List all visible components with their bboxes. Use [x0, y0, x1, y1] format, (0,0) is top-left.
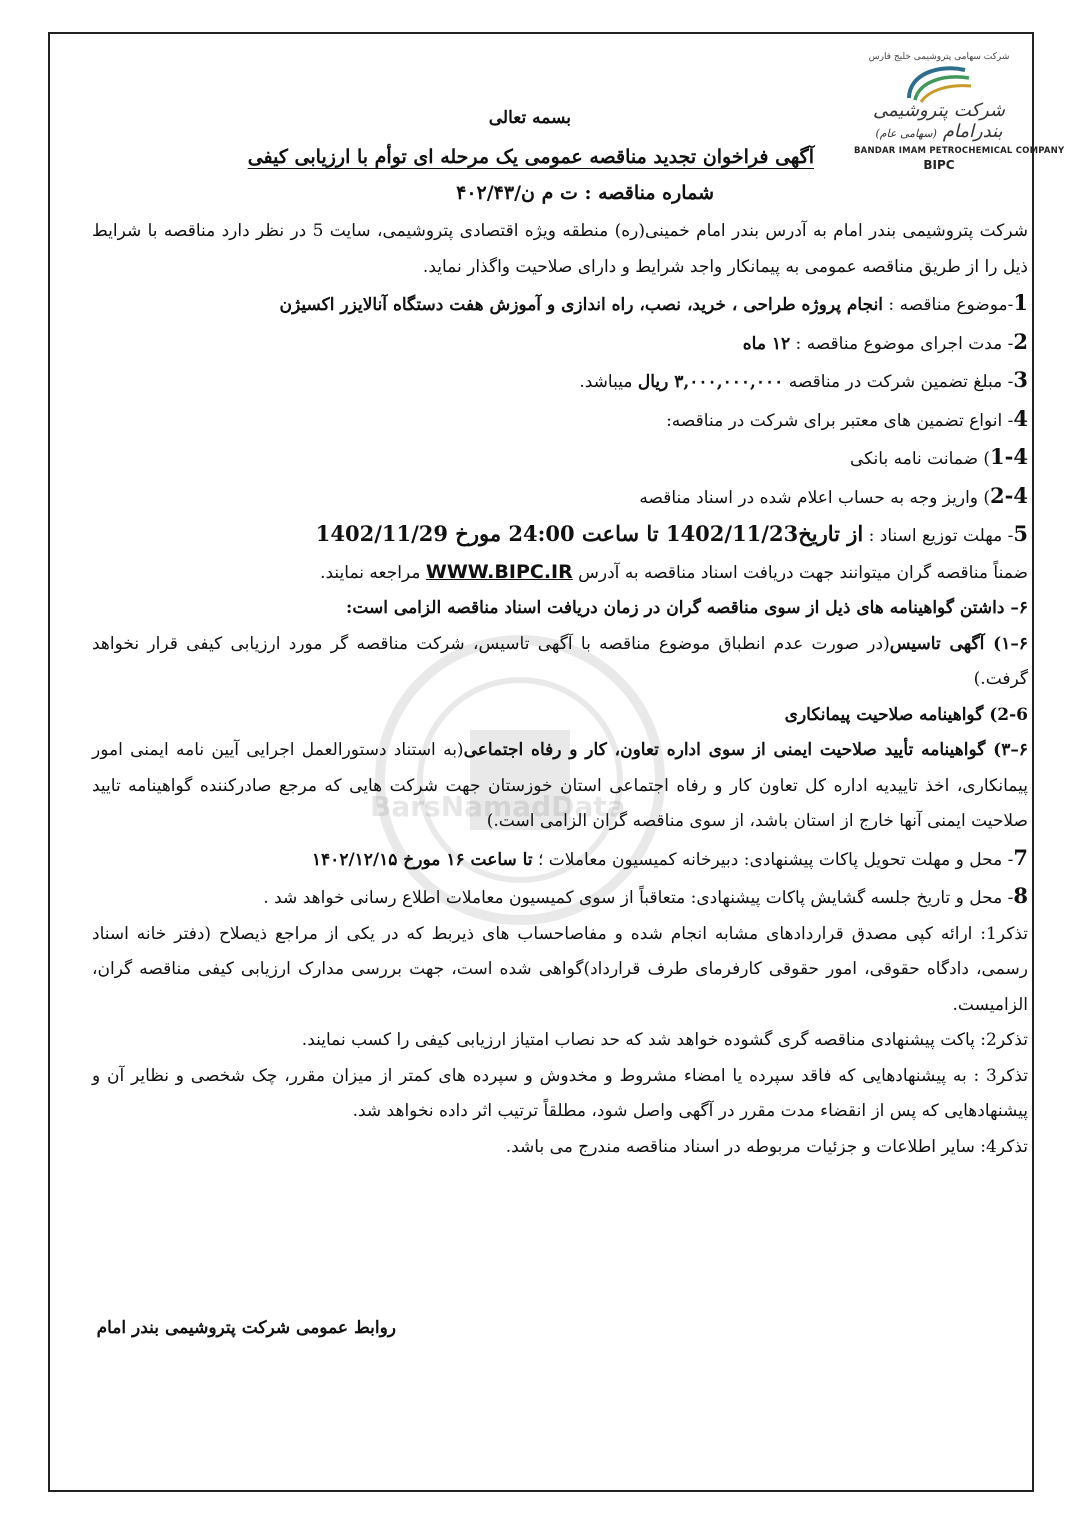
item-3: 3- مبلغ تضمین شرکت در مناقصه ۳,۰۰۰,۰۰۰,۰۰۰ ریال میباشد. [579, 367, 1028, 392]
item-7: 7- محل و مهلت تحویل پاکات پیشنهادی: دبیرخانه کمیسیون معاملات ؛ تا ساعت ۱۶ مورخ ۱۴۰۲/۱۲/۱۵ [311, 844, 1028, 870]
item-2: 2- مدت اجرای موضوع مناقصه : ۱۲ ماه [742, 328, 1028, 354]
item-6-3: ۶–۳) گواهینامه تأیید صلاحیت ایمنی از سوی اداره تعاون، کار و رفاه اجتماعی(به استناد دستورالعمل اجرایی آیین نامه ایمنی امور پیمانکاری، اخذ تاییدیه اداره کل تعاون کار و رفاه اجتماعی استان خوزستان جهت شرکت هایی که مرجع صادرکننده گواهینامه تایید صلاحیت ایمنی آنها خارج از استان باشد، از سوی مناقصه گران الزامی است.) [92, 740, 1028, 831]
note-1: تذکر1: ارائه کپی مصدق قراردادهای مشابه انجام شده و مفاصاحساب های ذیربط که در یکی از مراجع ذیصلاح (دفتر خانه اسناد رسمی، دادگاه حقوقی، امور حقوقی کارفرمای طرف قرارداد)گواهی شده است، جهت بررسی مدارک ارزیابی کیفی مناقصه گران، الزامیست. [92, 923, 1028, 1015]
tender-website-link[interactable]: WWW.BIPC.IR [425, 560, 573, 583]
logo-persian-suffix: (سهامی عام) [875, 127, 937, 140]
item-8: 8- محل و تاریخ جلسه گشایش پاکات پیشنهادی: متعاقباً از سوی کمیسیون معاملات اطلاع رسانی خواهد شد . [263, 883, 1028, 908]
item-6-title: ۶– داشتن گواهینامه های ذیل از سوی مناقصه گران در زمان دریافت اسناد مناقصه الزامی است: [346, 598, 1028, 618]
item-6-1: ۶–۱) آگهی تاسیس(در صورت عدم انطباق موضوع مناقصه با آگهی تاسیس، شرکت مناقصه گر مورد ارزیابی کیفی قرار نخواهد گرفت.) [92, 633, 1028, 689]
item-4: 4- انواع تضمین های معتبر برای شرکت در مناقصه: [666, 405, 1028, 431]
logo-persian-name: شرکت پتروشیمی بندرامام [873, 100, 1005, 142]
item-4-1: 1-4) ضمانت نامه بانکی [850, 444, 1028, 469]
company-logo [854, 52, 1065, 172]
intro-paragraph: شرکت پتروشیمی بندر امام به آدرس بندر امام خمینی(ره) منطقه ویژه اقتصادی پتروشیمی، سایت 5 در نظر دارد مناقصه با شرایط ذیل را از طریق مناقصه عمومی به پیمانکار واجد شرایط و دارای صلاحیت واگذار نماید. [92, 221, 1028, 277]
item-5: 5- مهلت توزیع اسناد : از تاریخ1402/11/23 تا ساعت 24:00 مورخ 1402/11/29 [315, 521, 1028, 546]
notice-body [92, 214, 1028, 1165]
item-5-note: ضمناً مناقصه گران میتوانند جهت دریافت اسناد مناقصه به آدرس WWW.BIPC.IR مراجعه نمایند. [320, 560, 1028, 583]
logo-english-name: BANDAR IMAM PETROCHEMICAL COMPANY [854, 146, 1065, 156]
logo-abbreviation: BIPC [923, 158, 955, 172]
note-3: تذکر3 : به پیشنهادهایی که فاقد سپرده یا امضاء مشروط و مخدوش و سپرده های کمتر از میزان مقرر، چک شخصی و نظایر آن و پیشنهادهایی که پس از انقضاء مدت مقرر در آگهی واصل شود، مطلقاً ترتیب اثر داده نخواهد شد. [92, 1065, 1028, 1121]
basmala: بسمه تعالی [488, 108, 571, 128]
tender-number: شماره مناقصه : ت م ن/۴۰۲/۴۳ [456, 182, 714, 204]
logo-parent-company: شرکت سهامی پتروشیمی خلیج فارس [868, 52, 1010, 62]
watermark-text: BarsNamadData [370, 790, 626, 823]
item-1: 1-موضوع مناقصه : انجام پروژه طراحی ، خرید، نصب، راه اندازی و آموزش هفت دستگاه آنالایزر اکسیژن [279, 290, 1028, 315]
item-4-2: 2-4) واریز وجه به حساب اعلام شده در اسناد مناقصه [639, 482, 1028, 508]
public-relations-signature: روابط عمومی شرکت پتروشیمی بندر امام [96, 1318, 396, 1338]
notice-title: آگهی فراخوان تجدید مناقصه عمومی یک مرحله ای توأم با ارزیابی کیفی [247, 146, 814, 168]
note-2: تذکر2: پاکت پیشنهادی مناقصه گری گشوده خواهد شد که حد نصاب امتیاز ارزیابی کیفی را کسب نمایند. [301, 1030, 1028, 1050]
note-4: تذکر4: سایر اطلاعات و جزئیات مربوطه در اسناد مناقصه مندرج می باشد. [505, 1136, 1028, 1157]
item-6-2: 2-6) گواهینامه صلاحیت پیمانکاری [784, 704, 1028, 725]
